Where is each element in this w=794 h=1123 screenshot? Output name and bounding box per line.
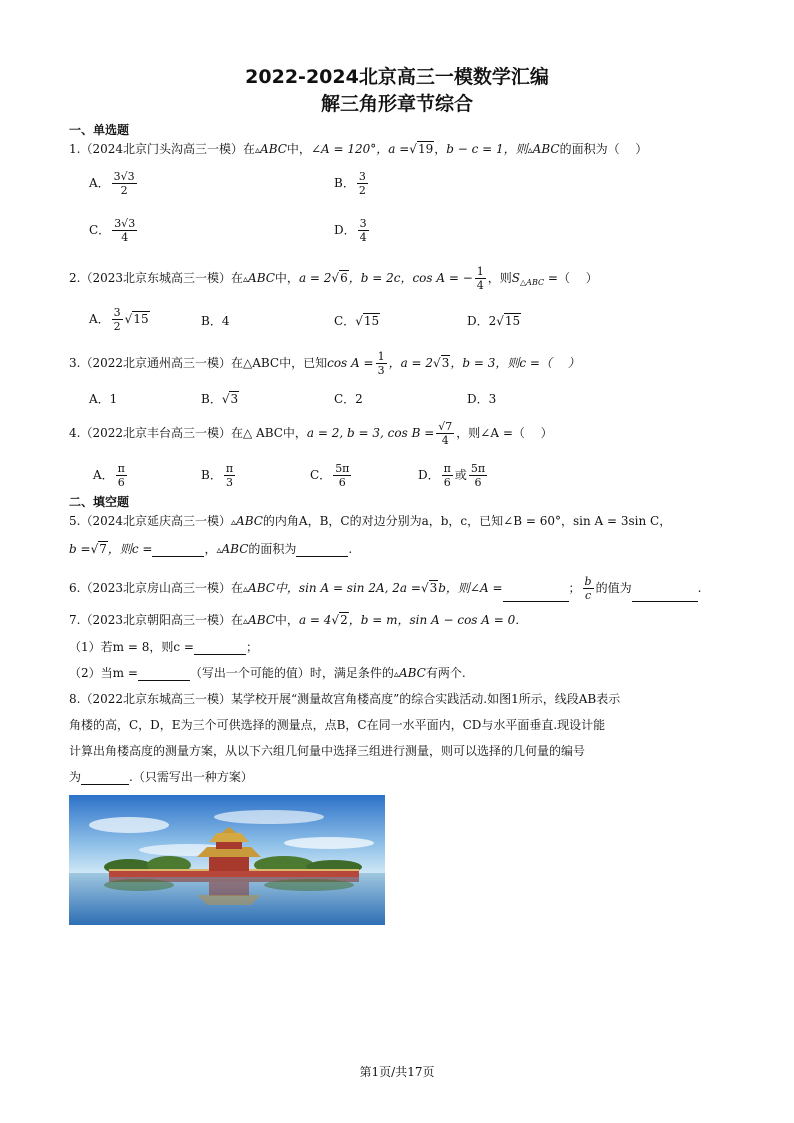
- q6-blank-angle[interactable]: [503, 589, 569, 602]
- question-8-line1: 8.（2022北京东城高三一模）某学校开展“测量故宫角楼高度”的综合实践活动.如图1所示，线段AB表示: [69, 692, 621, 706]
- question-3-stem: 3.（2022北京通州高三一模）在△ABC中，已知cos A = $\frac{1}{3}$ ，a = 2√3，b = 3，则c =（ ）: [69, 350, 580, 377]
- q1-option-b[interactable]: B． $\frac{3}{2}$: [334, 170, 366, 197]
- q2-option-d[interactable]: D．2√15: [467, 314, 521, 328]
- q2-option-b[interactable]: B．4: [201, 314, 230, 328]
- section-fill-blank: 二、填空题: [69, 495, 130, 509]
- q3-option-d[interactable]: D．3: [467, 392, 497, 406]
- q8-blank-answer[interactable]: [81, 772, 129, 785]
- doc-title-line2: 解三角形章节综合: [320, 93, 473, 115]
- page-footer: 第1页/共17页: [359, 1065, 435, 1079]
- corner-tower-photo: [69, 795, 385, 925]
- q1-option-a[interactable]: A． $\frac{3√3}{2}$: [89, 170, 135, 197]
- question-7-part2: （2）当m = （写出一个可能的值）时，满足条件的▵ABC有两个.: [69, 666, 466, 680]
- question-4-stem: 4.（2022北京丰台高三一模）在△ ABC中，a = 2, b = 3, cos B = $\frac{√7}{4}$ ，则∠A =（ ）: [69, 420, 553, 447]
- q5-blank-area[interactable]: [296, 544, 348, 557]
- section-single-choice: 一、单选题: [69, 123, 130, 137]
- q4-option-d[interactable]: D． $\frac{\pi}{6}$ 或 $\frac{5\pi}{6}$: [418, 462, 486, 489]
- question-7-stem: 7.（2023北京朝阳高三一模）在▵ABC中，a = 4√2，b = m，sin A − cos A = 0．: [69, 613, 528, 627]
- q4-option-a[interactable]: A． $\frac{\pi}{6}$: [93, 462, 125, 489]
- question-6-stem: 6.（2023北京房山高三一模）在▵ABC中，sin A = sin 2A, 2a =√3b，则∠A = ； $\frac{b}{c}$ 的值为 .: [69, 575, 702, 602]
- question-5-line2: b =√7，则c = ，▵ABC的面积为 .: [69, 542, 353, 556]
- q2-option-a[interactable]: A． $\frac{3}{2}$ √15: [89, 306, 149, 333]
- question-7-part1: （1）若m = 8，则c = ；: [69, 640, 258, 654]
- q6-blank-ratio[interactable]: [632, 589, 698, 602]
- q3-option-b[interactable]: B．√3: [201, 392, 239, 406]
- q3-option-c[interactable]: C．2: [334, 392, 363, 406]
- q7-blank-c[interactable]: [194, 642, 246, 655]
- question-8-line4: 为 .（只需写出一种方案）: [69, 770, 253, 784]
- question-5-line1: 5.（2024北京延庆高三一模）▵ABC的内角A，B，C的对边分别为a，b，c，已知∠B = 60°，sin A = 3sin C，: [69, 514, 672, 528]
- q4-option-b[interactable]: B． $\frac{\pi}{3}$: [201, 462, 234, 489]
- q4-option-c[interactable]: C． $\frac{5\pi}{6}$: [310, 462, 350, 489]
- doc-title-line1: 2022-2024北京高三一模数学汇编: [245, 66, 549, 88]
- q2-option-c[interactable]: C．√15: [334, 314, 380, 328]
- q1-option-d[interactable]: D． $\frac{3}{4}$: [334, 217, 367, 244]
- q3-option-a[interactable]: A．1: [89, 392, 118, 406]
- question-1-stem: 1.（2024北京门头沟高三一模）在▵ABC中，∠A = 120°，a =√19，b − c = 1，则▵ABC的面积为（ ）: [69, 142, 648, 156]
- question-2-stem: 2.（2023北京东城高三一模）在▵ABC中，a = 2√6，b = 2c，cos A = − $\frac{1}{4}$ ，则$S_{\triangle ABC}$ =（ ）: [69, 265, 598, 292]
- q5-blank-c[interactable]: [152, 544, 204, 557]
- question-8-line2: 角楼的高，C，D，E为三个可供选择的测量点，点B，C在同一水平面内，CD与水平面垂直.现设计能: [69, 718, 606, 732]
- question-8-line3: 计算出角楼高度的测量方案，从以下六组几何量中选择三组进行测量，则可以选择的几何量的编号: [69, 744, 586, 758]
- q7-blank-m[interactable]: [138, 668, 190, 681]
- q1-option-c[interactable]: C． $\frac{3√3}{4}$: [89, 217, 136, 244]
